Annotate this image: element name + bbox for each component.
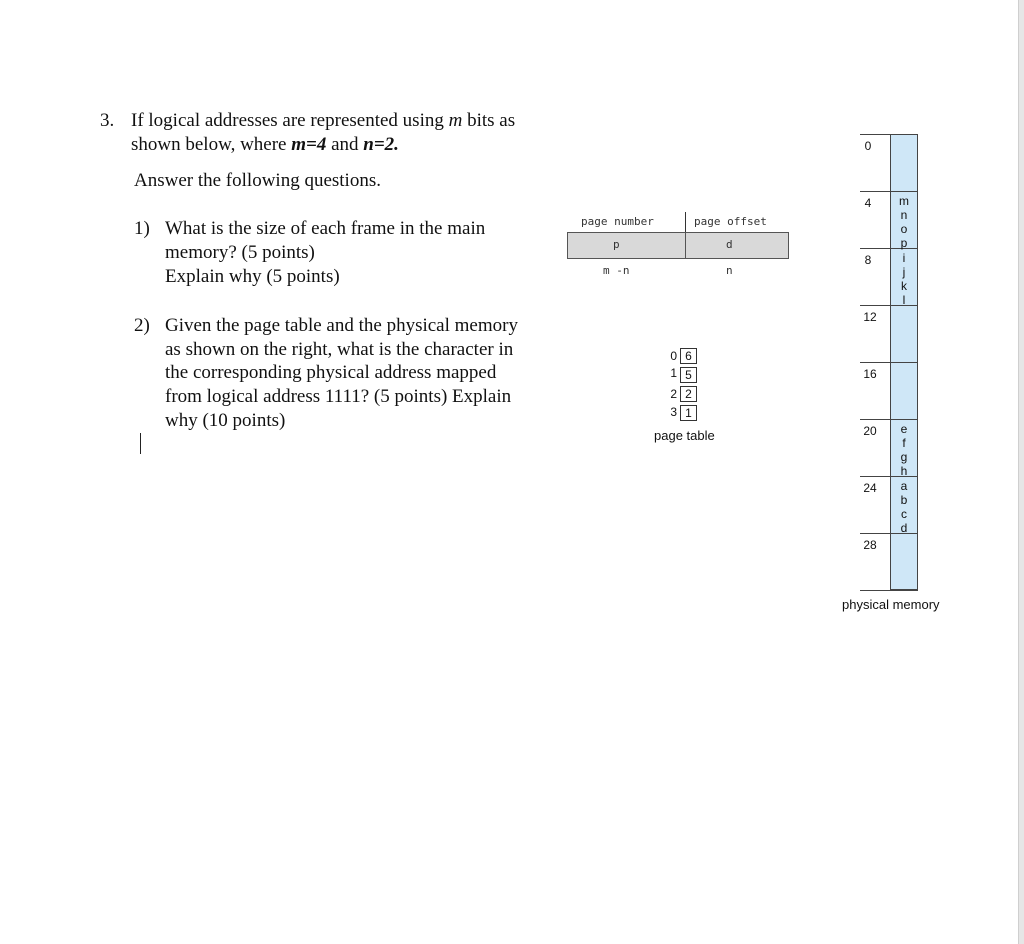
memory-char: p [900,236,908,250]
sub2-line: from logical address 1111? (5 points) Explain [165,386,512,407]
memory-char: n [900,208,908,222]
page-table-frame: 1 [680,405,697,421]
memory-address: 24 [863,481,877,495]
memory-address: 4 [864,196,872,210]
memory-address: 8 [864,253,872,267]
sub1-number: 1) [134,218,150,239]
question-text: If logical addresses are represented using [131,110,449,131]
question-text: shown below, where [131,134,292,155]
memory-address: 0 [864,139,872,153]
frame-boundary [860,134,918,135]
memory-char: a [900,479,908,493]
memory-char: f [902,436,906,450]
page-number-bits: m -n [603,264,630,277]
sub1-line: What is the size of each frame in the main [165,218,486,239]
frame-boundary [860,191,918,192]
page-table-frame: 2 [680,386,697,402]
memory-char: l [902,293,906,307]
memory-char: m [899,194,909,208]
sub2-line: the corresponding physical address mapped [165,362,497,383]
memory-char: c [901,507,907,521]
physical-memory-caption: physical memory [842,597,940,612]
sub1-line: memory? (5 points) [165,242,315,263]
page-table-frame: 6 [680,348,697,364]
memory-char: k [901,279,907,293]
address-field-divider [685,232,686,259]
logical-address-box [567,232,789,259]
frame-boundary [860,419,918,420]
page-number-field: p [613,238,620,251]
variable-m: m [448,110,463,131]
value-m: m=4 [291,134,327,155]
memory-address: 16 [863,367,877,381]
page-table-index: 2 [670,387,677,401]
sub2-line: why (10 points) [165,410,286,431]
sub2-line: as shown on the right, what is the character in [165,339,514,360]
frame-boundary [860,590,918,591]
memory-char: e [900,422,908,436]
page-table-index: 3 [670,405,677,419]
page-offset-bits: n [726,264,733,277]
memory-char: o [900,222,908,236]
memory-char: g [900,450,908,464]
memory-address: 12 [863,310,877,324]
scrollbar[interactable] [1018,0,1024,944]
memory-address: 28 [863,538,877,552]
memory-char: d [900,521,908,535]
page-number-label: page number [581,215,654,228]
memory-char: h [900,464,908,478]
question-line-2 [131,134,399,156]
memory-char: b [900,493,908,507]
page-table-index: 1 [670,366,677,380]
page-table-caption: page table [654,428,715,443]
sub1-line: Explain why (5 points) [165,266,340,287]
page-table-index: 0 [670,349,677,363]
answer-prompt: Answer the following questions. [134,170,381,191]
frame-boundary [860,362,918,363]
memory-char: j [902,265,906,279]
question-line-1 [131,110,515,132]
page-offset-label: page offset [694,215,767,228]
page-offset-field: d [726,238,733,251]
sub2-line: Given the page table and the physical memory [165,315,518,336]
text-cursor[interactable] [140,433,141,454]
address-divider-tick [685,212,686,232]
value-n: n=2. [363,134,399,155]
sub2-number: 2) [134,315,150,336]
question-text: bits as [462,110,516,131]
memory-address: 20 [863,424,877,438]
memory-char: i [902,251,906,265]
question-number: 3. [100,110,115,131]
page-table-frame: 5 [680,367,697,383]
question-text: and [326,134,364,155]
